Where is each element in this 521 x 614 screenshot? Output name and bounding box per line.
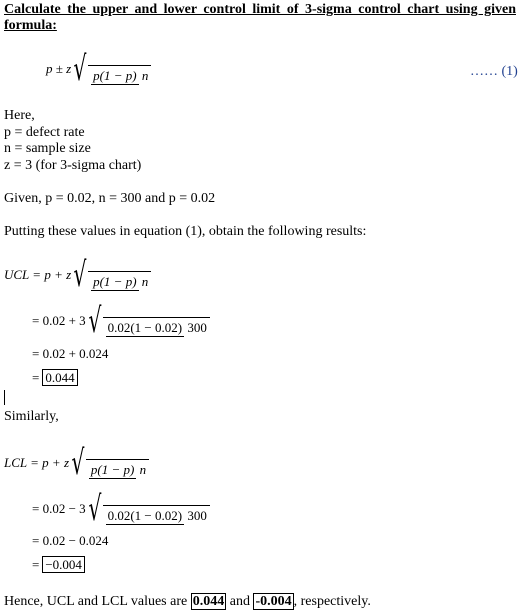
equation-number: …… (1) <box>470 64 518 79</box>
ucl-radical <box>71 255 151 295</box>
lcl-step1-numerator: 0.02(1 − 0.02) <box>107 508 183 523</box>
conclusion-lcl-value: -0.004 <box>255 594 292 609</box>
ucl-formula <box>4 255 151 295</box>
ucl-fraction <box>91 272 148 291</box>
conclusion <box>4 594 371 610</box>
lcl-denominator: n <box>139 462 147 477</box>
radical-sign: √ <box>73 49 87 89</box>
here-label: Here, <box>4 108 35 123</box>
formula-fraction <box>91 66 148 85</box>
ucl-lhs: UCL = p + z <box>4 267 72 282</box>
ucl-numerator: p(1 − p) <box>93 274 137 289</box>
ucl-result-box: 0.044 <box>42 369 77 386</box>
ucl-step1-denominator: 300 <box>187 320 207 335</box>
ucl-equals: = <box>32 369 40 385</box>
ucl-step1-numerator: 0.02(1 − 0.02) <box>107 320 183 335</box>
definition-z: z = 3 (for 3-sigma chart) <box>4 158 142 173</box>
lcl-step1-denominator: 300 <box>187 508 207 523</box>
radical-sign: √ <box>71 443 85 483</box>
conclusion-suffix: , respectively. <box>293 594 371 609</box>
lcl-numerator: p(1 − p) <box>90 462 135 477</box>
radical-sign: √ <box>73 255 87 295</box>
ucl-step1 <box>32 301 210 341</box>
lcl-step1 <box>32 489 210 529</box>
ucl-result-line <box>32 369 78 386</box>
formula-numerator: p(1 − p) <box>93 68 137 83</box>
ucl-step2: = 0.02 + 0.024 <box>32 346 109 361</box>
similarly-label: Similarly, <box>4 409 59 424</box>
definition-n: n = sample size <box>4 141 91 156</box>
given-values: Given, p = 0.02, n = 300 and p = 0.02 <box>4 191 216 206</box>
conclusion-middle: and <box>226 594 254 609</box>
formula-lhs: p ± z <box>46 61 72 76</box>
conclusion-prefix: Hence, UCL and LCL values are <box>4 594 191 609</box>
conclusion-ucl-value: 0.044 <box>192 594 225 609</box>
radical-sign: √ <box>88 301 102 341</box>
lcl-radical <box>69 443 149 483</box>
ucl-step1-radical <box>86 301 210 341</box>
lcl-result-line <box>32 556 85 573</box>
ucl-denominator: n <box>141 274 149 289</box>
control-limit-formula <box>46 49 151 89</box>
lcl-fraction <box>89 460 146 479</box>
lcl-step1-fraction <box>106 506 207 525</box>
formula-radical <box>71 49 151 89</box>
heading: Calculate the upper and lower control limit of 3-sigma control chart using given formula: <box>4 2 516 33</box>
lcl-formula <box>4 443 149 483</box>
ucl-step1-prefix: = 0.02 + 3 <box>32 313 86 328</box>
lcl-step1-radical <box>86 489 210 529</box>
definition-p: p = defect rate <box>4 125 85 140</box>
putting-values-text: Putting these values in equation (1), obtain the following results: <box>4 224 367 239</box>
lcl-step2: = 0.02 − 0.024 <box>32 533 109 548</box>
lcl-equals: = <box>32 556 40 572</box>
lcl-result-box: −0.004 <box>42 556 85 573</box>
formula-denominator: n <box>141 68 149 83</box>
lcl-lhs: LCL = p + z <box>4 455 69 470</box>
radical-sign: √ <box>88 489 102 529</box>
ucl-step1-fraction <box>106 318 207 337</box>
text-cursor <box>4 390 5 405</box>
lcl-step1-prefix: = 0.02 − 3 <box>32 501 86 516</box>
